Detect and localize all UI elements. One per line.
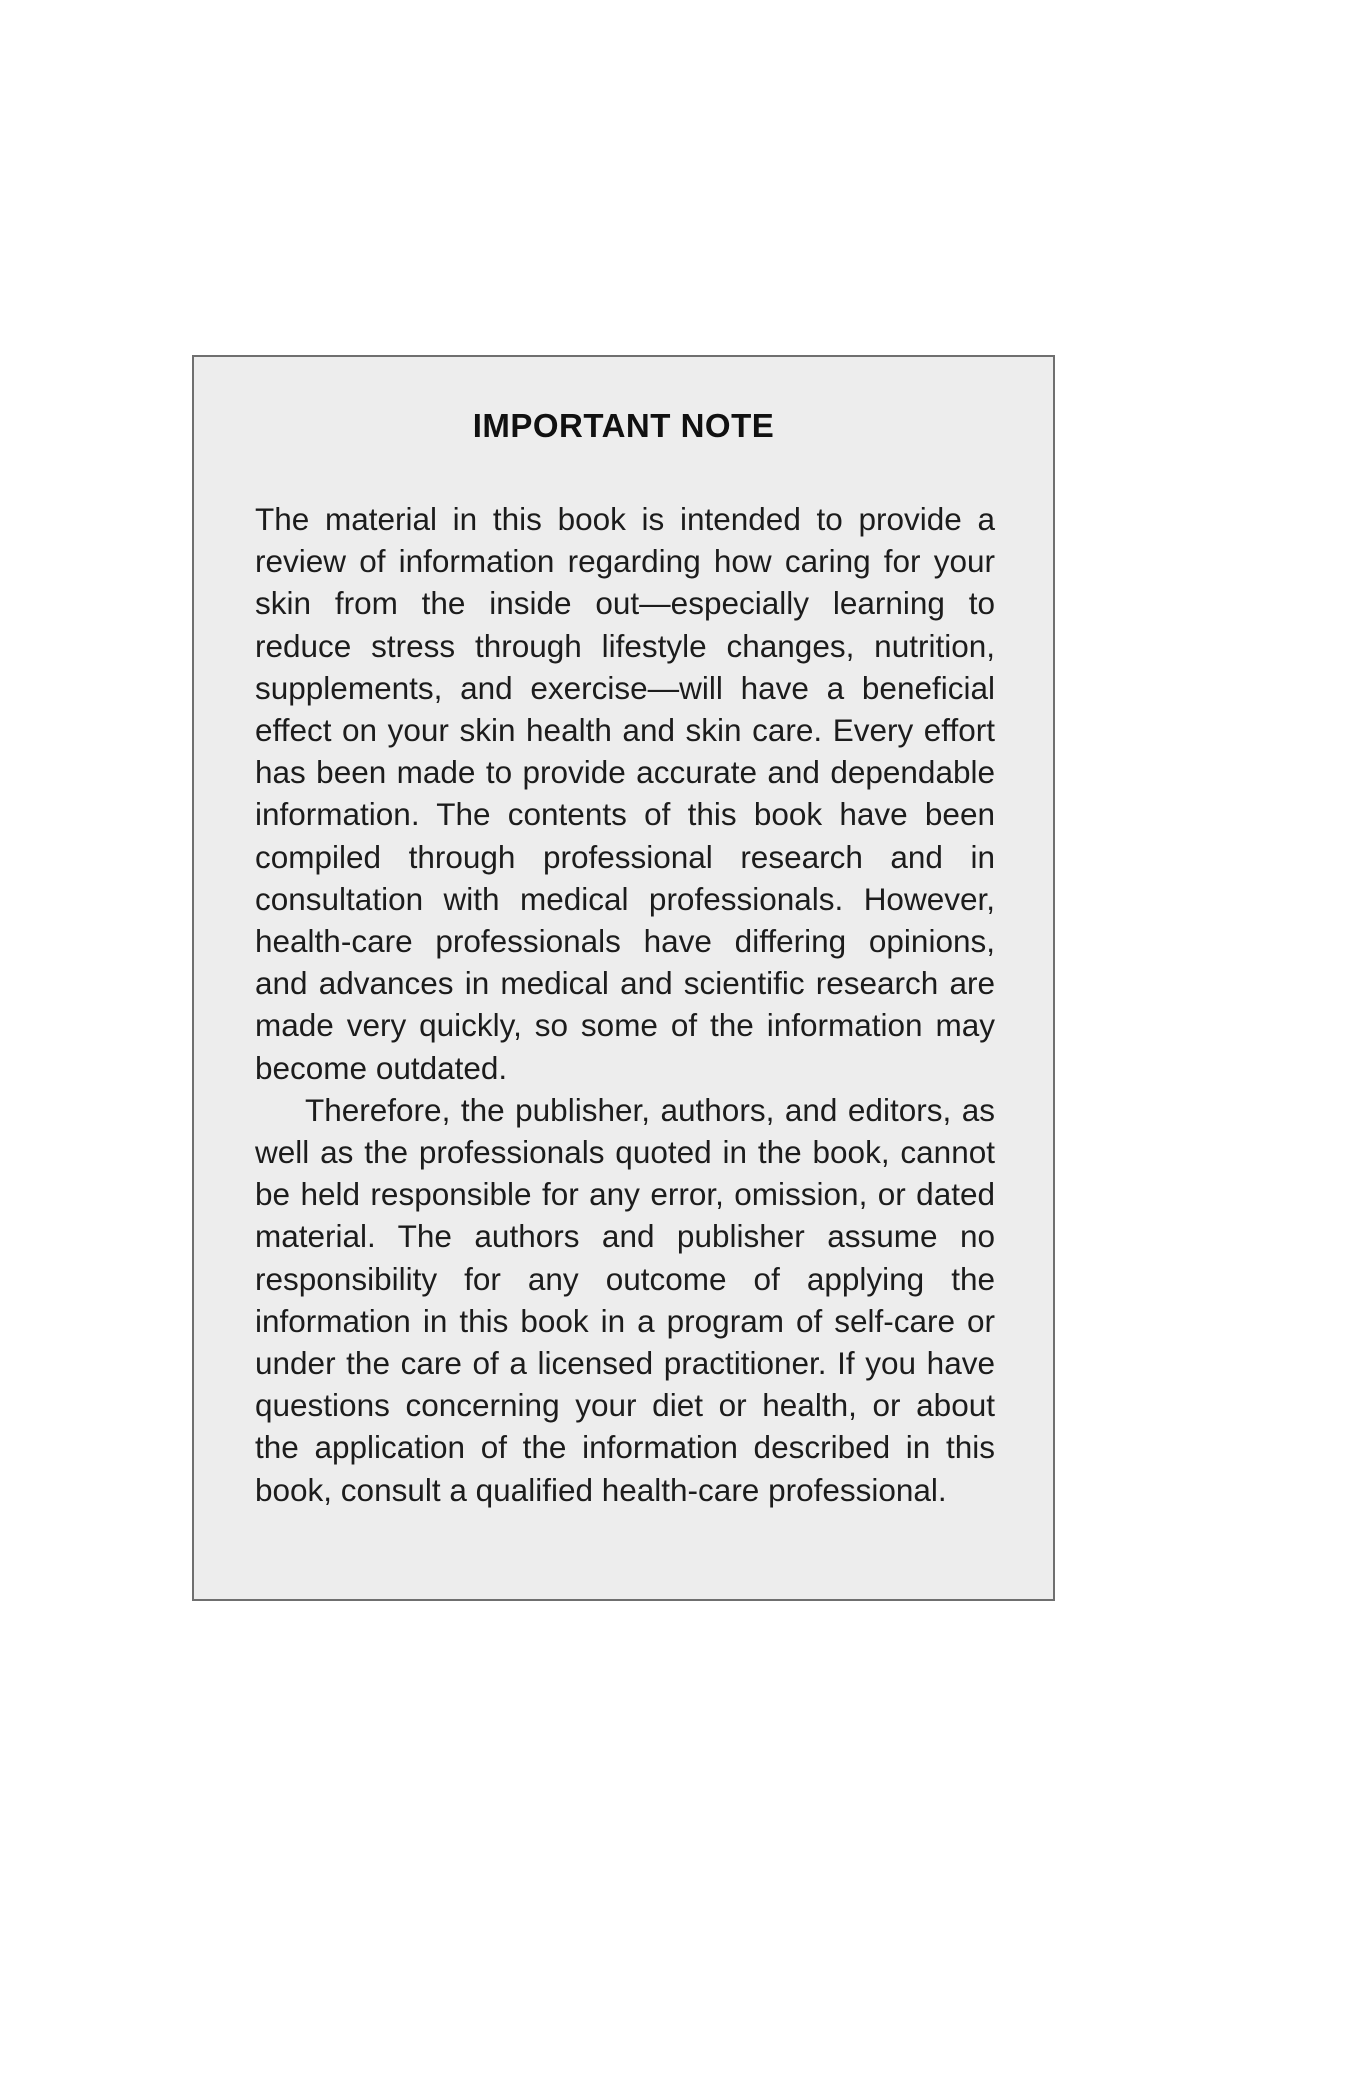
- note-title: IMPORTANT NOTE: [472, 407, 775, 444]
- note-paragraph-1: The material in this book is intended to provide a review of information regarding how caring for your skin from the inside out—especially learning to reduce stress through lifestyle changes, nutrition, supplements, and exercise—will have a beneficial effect on your skin health and skin care. Every effort has been made to provide accurate and dependable information. The contents of this book have been compiled through professional research and in consultation with medical professionals. However, health-care professionals have differing opinions, and advances in medical and scientific research are made very quickly, so some of the information may become outdated.: [255, 501, 995, 1086]
- note-body: [255, 498, 995, 1511]
- note-paragraph-2: Therefore, the publisher, authors, and editors, as well as the professionals quoted in the book, cannot be held responsible for any error, omission, or dated material. The authors and publisher assume no responsibility for any outcome of applying the information in this book in a program of self-care or under the care of a licensed practitioner. If you have questions concerning your diet or health, or about the application of the information described in this book, consult a qualified health-care professional.: [255, 1091, 995, 1508]
- important-note-box: [192, 355, 1055, 1601]
